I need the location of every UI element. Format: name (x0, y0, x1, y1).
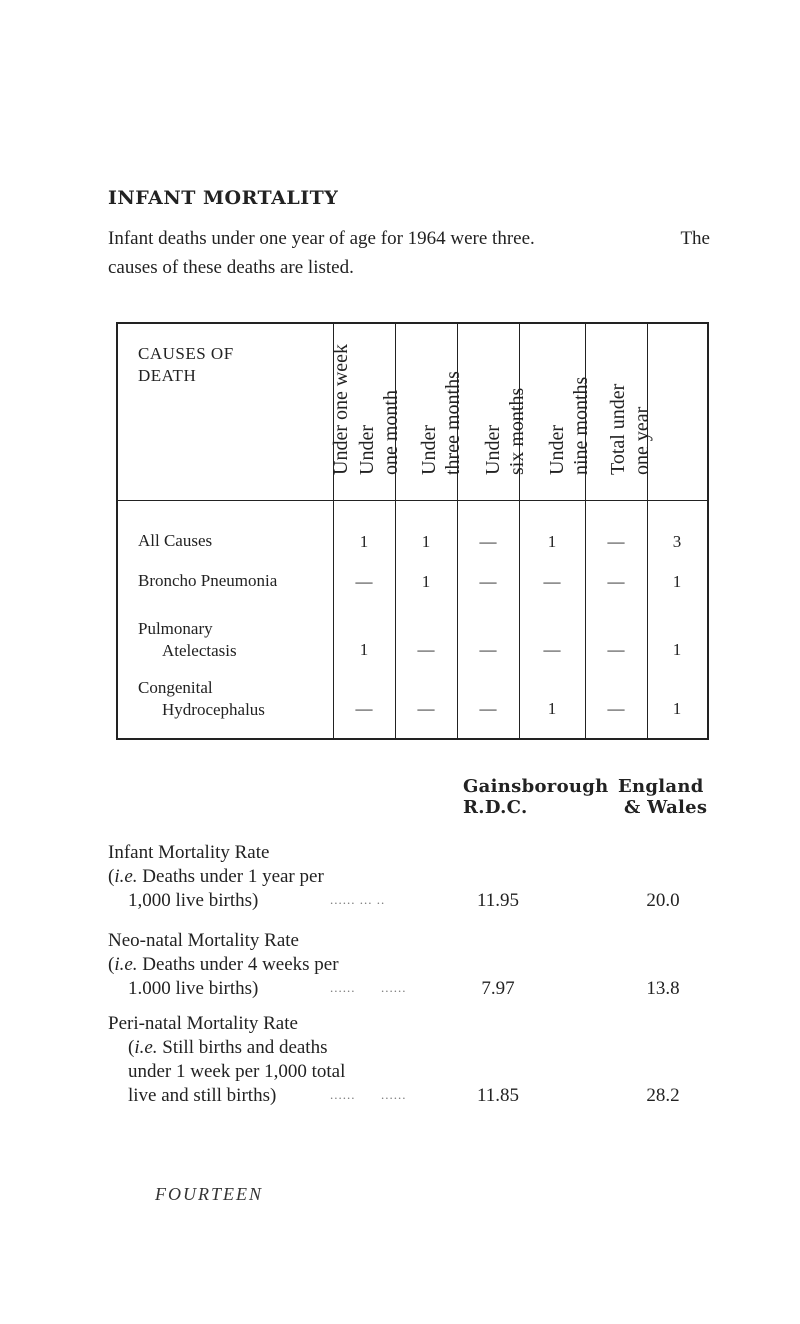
rate-value: 20.0 (646, 890, 680, 911)
table-header-divider (116, 500, 709, 501)
table-cell: — (607, 572, 625, 591)
rates-header-gainsborough (463, 776, 609, 818)
row-label-line: Congenital (138, 678, 213, 697)
table-cell: 1 (672, 572, 682, 591)
rate-label-line: 1.000 live births) (128, 978, 259, 999)
table-cell: 1 (672, 640, 682, 659)
table-bottom-border (116, 738, 709, 740)
table-right-border (707, 322, 709, 740)
table-cell: 1 (359, 532, 369, 551)
row-label-line: Hydrocephalus (162, 700, 265, 719)
table-cell: — (543, 572, 561, 591)
rate-label-line: live and still births) (128, 1085, 277, 1106)
rate-label-line: Peri-natal Mortality Rate (108, 1013, 298, 1034)
table-cell: — (479, 699, 497, 718)
leader-dots: ...... ...... (330, 980, 407, 995)
intro-line-1-end: The (680, 228, 710, 249)
leader-dots: ...... ... .. (330, 892, 386, 907)
intro-line-2: causes of these deaths are listed. (108, 257, 354, 278)
rate-value: 11.85 (476, 1085, 520, 1106)
table-cell: 1 (421, 532, 431, 551)
column-header-line: one month (379, 390, 402, 475)
rates-header-england-wales (618, 776, 707, 818)
rate-label-peri-natal (108, 1012, 345, 1108)
row-label-all-causes (138, 530, 212, 552)
column-header-line: Under one week (329, 343, 352, 475)
table-cell: 1 (672, 699, 682, 718)
causes-header (138, 343, 234, 387)
intro-line-1: Infant deaths under one year of age for 1964 were three. (108, 228, 535, 249)
column-header-line: Total under (606, 383, 629, 475)
rate-value: 7.97 (481, 978, 515, 999)
column-header-line: three months (441, 371, 464, 475)
table-cell: 1 (547, 532, 557, 551)
rate-label-line: (i.e. Still births and deaths (128, 1037, 328, 1058)
rates-header-line: R.D.C. (463, 797, 528, 818)
rates-header-line: & Wales (624, 797, 708, 818)
column-header-line: Under (417, 425, 440, 475)
rate-label-line: (i.e. Deaths under 1 year per (108, 866, 324, 887)
rate-label-neo-natal (108, 929, 339, 1001)
table-left-border (116, 322, 118, 740)
rate-value: 28.2 (646, 1085, 680, 1106)
rates-header-line: Gainsborough (463, 776, 609, 797)
row-label-line: Broncho Pneumonia (138, 571, 278, 590)
row-label-line: All Causes (138, 531, 213, 550)
page-heading: INFANT MORTALITY (108, 187, 339, 209)
rate-label-infant (108, 841, 324, 913)
table-cell: — (607, 699, 625, 718)
column-header-line: Under (481, 425, 504, 475)
table-cell: — (479, 532, 497, 551)
rate-value: 13.8 (646, 978, 680, 999)
row-label-line: Atelectasis (162, 641, 237, 660)
column-header-line: Under (355, 425, 378, 475)
column-header-line: Under (545, 425, 568, 475)
table-cell: 1 (421, 572, 431, 591)
column-header-line: one year (630, 406, 653, 475)
table-cell: — (607, 640, 625, 659)
table-cell: — (417, 699, 435, 718)
table-cell: — (479, 640, 497, 659)
leader-dots: ...... ...... (330, 1087, 407, 1102)
column-header-line: six months (505, 387, 528, 475)
column-header-line: nine months (569, 376, 592, 475)
rate-label-line: under 1 week per 1,000 total (128, 1061, 346, 1082)
row-label-pulmonary-atelectasis (138, 618, 237, 662)
rate-label-line: 1,000 live births) (128, 890, 259, 911)
rates-header-line: England (618, 776, 704, 797)
table-cell: — (355, 699, 373, 718)
column-header-total-under-one-year (606, 322, 707, 500)
table-cell: — (543, 640, 561, 659)
page-footer: FOURTEEN (155, 1184, 263, 1204)
rate-label-line: (i.e. Deaths under 4 weeks per (108, 954, 339, 975)
table-cell: 3 (672, 532, 682, 551)
row-label-congenital-hydrocephalus (138, 677, 265, 721)
rate-label-line: Infant Mortality Rate (108, 842, 270, 863)
row-label-line: Pulmonary (138, 619, 213, 638)
table-cell: 1 (359, 640, 369, 659)
rate-value: 11.95 (476, 890, 520, 911)
intro-paragraph (108, 224, 708, 282)
causes-header-line: DEATH (138, 366, 197, 385)
causes-of-death-table (116, 322, 709, 740)
causes-header-line: CAUSES OF (138, 344, 234, 363)
row-label-broncho-pneumonia (138, 570, 277, 592)
table-cell: — (479, 572, 497, 591)
table-cell: 1 (547, 699, 557, 718)
table-cell: — (417, 640, 435, 659)
table-cell: — (355, 572, 373, 591)
rate-label-line: Neo-natal Mortality Rate (108, 930, 299, 951)
table-cell: — (607, 532, 625, 551)
